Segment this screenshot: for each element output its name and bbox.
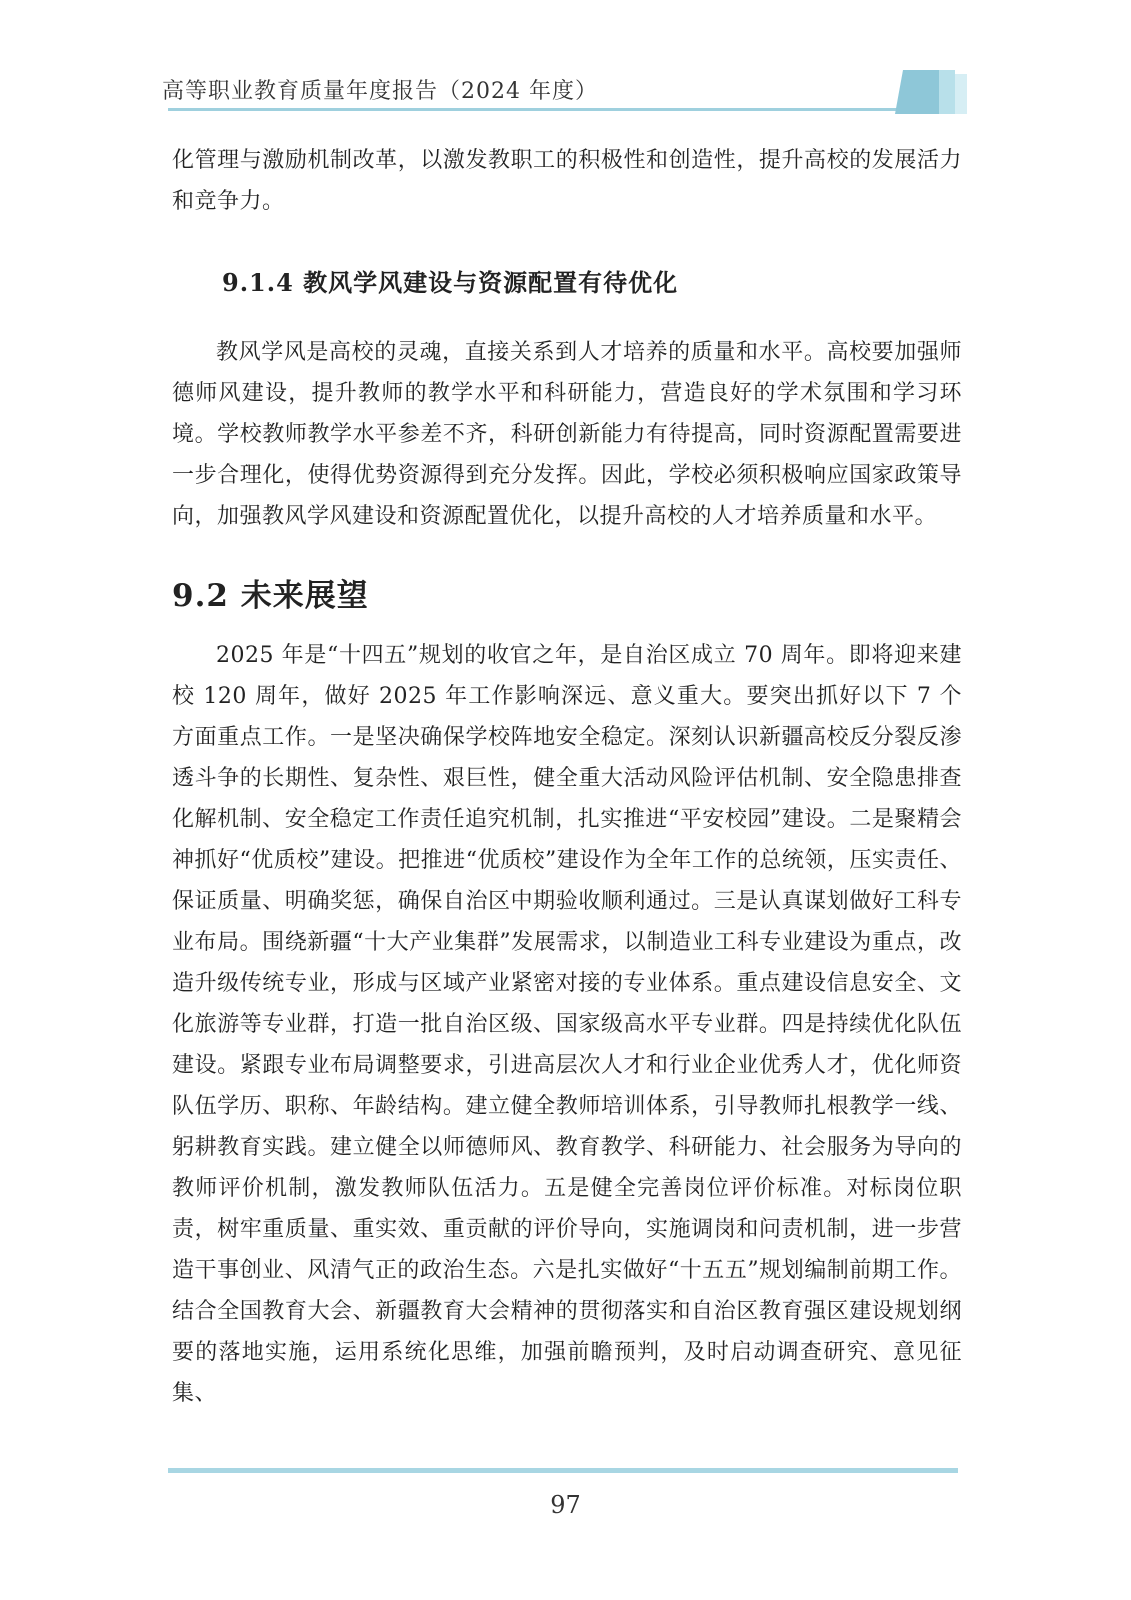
section-heading-9-1-4: 9.1.4 教风学风建设与资源配置有待优化: [222, 268, 679, 297]
section-9-1-4-paragraph: 教风学风是高校的灵魂，直接关系到人才培养的质量和水平。高校要加强师德师风建设，提升教师的教学水平和科研能力，营造良好的学术氛围和学习环境。学校教师教学水平参差不齐，科研创新能力有待提高，同时资源配置需要进一步合理化，使得优势资源得到充分发挥。因此，学校必须积极响应国家政策导向，加强教风学风建设和资源配置优化，以提升高校的人才培养质量和水平。: [172, 340, 962, 529]
footer-divider: [168, 1468, 958, 1473]
header-decoration-icon: [895, 68, 975, 114]
continued-paragraph: 化管理与激励机制改革，以激发教职工的积极性和创造性，提升高校的发展活力和竞争力。: [172, 148, 962, 214]
section-heading-9-2: 9.2 未来展望: [172, 578, 369, 614]
header-divider: [168, 108, 958, 111]
report-header-title: 高等职业教育质量年度报告（2024 年度）: [162, 79, 598, 104]
section-9-2-paragraph: 2025 年是“十四五”规划的收官之年，是自治区成立 70 周年。即将迎来建校 120 周年，做好 2025 年工作影响深远、意义重大。要突出抓好以下 7 个方面重点工作。一是坚决确保学校阵地安全稳定。深刻认识新疆高校反分裂反渗透斗争的长期性、复杂性、艰巨性，健全重大活动风险评估机制、安全隐患排查化解机制、安全稳定工作责任追究机制，扎实推进“平安校园”建设。二是聚精会神抓好“优质校”建设。把推进“优质校”建设作为全年工作的总统领，压实责任、保证质量、明确奖惩，确保自治区中期验收顺利通过。三是认真谋划做好工科专业布局。围绕新疆“十大产业集群”发展需求，以制造业工科专业建设为重点，改造升级传统专业，形成与区域产业紧密对接的专业体系。重点建设信息安全、文化旅游等专业群，打造一批自治区级、国家级高水平专业群。四是持续优化队伍建设。紧跟专业布局调整要求，引进高层次人才和行业企业优秀人才，优化师资队伍学历、职称、年龄结构。建立健全教师培训体系，引导教师扎根教学一线、躬耕教育实践。建立健全以师德师风、教育教学、科研能力、社会服务为导向的教师评价机制，激发教师队伍活力。五是健全完善岗位评价标准。对标岗位职责，树牢重质量、重实效、重贡献的评价导向，实施调岗和问责机制，进一步营造干事创业、风清气正的政治生态。六是扎实做好“十五五”规划编制前期工作。结合全国教育大会、新疆教育大会精神的贯彻落实和自治区教育强区建设规划纲要的落地实施，运用系统化思维，加强前瞻预判，及时启动调查研究、意见征集、: [172, 643, 962, 1406]
page-number: 97: [550, 1491, 581, 1519]
